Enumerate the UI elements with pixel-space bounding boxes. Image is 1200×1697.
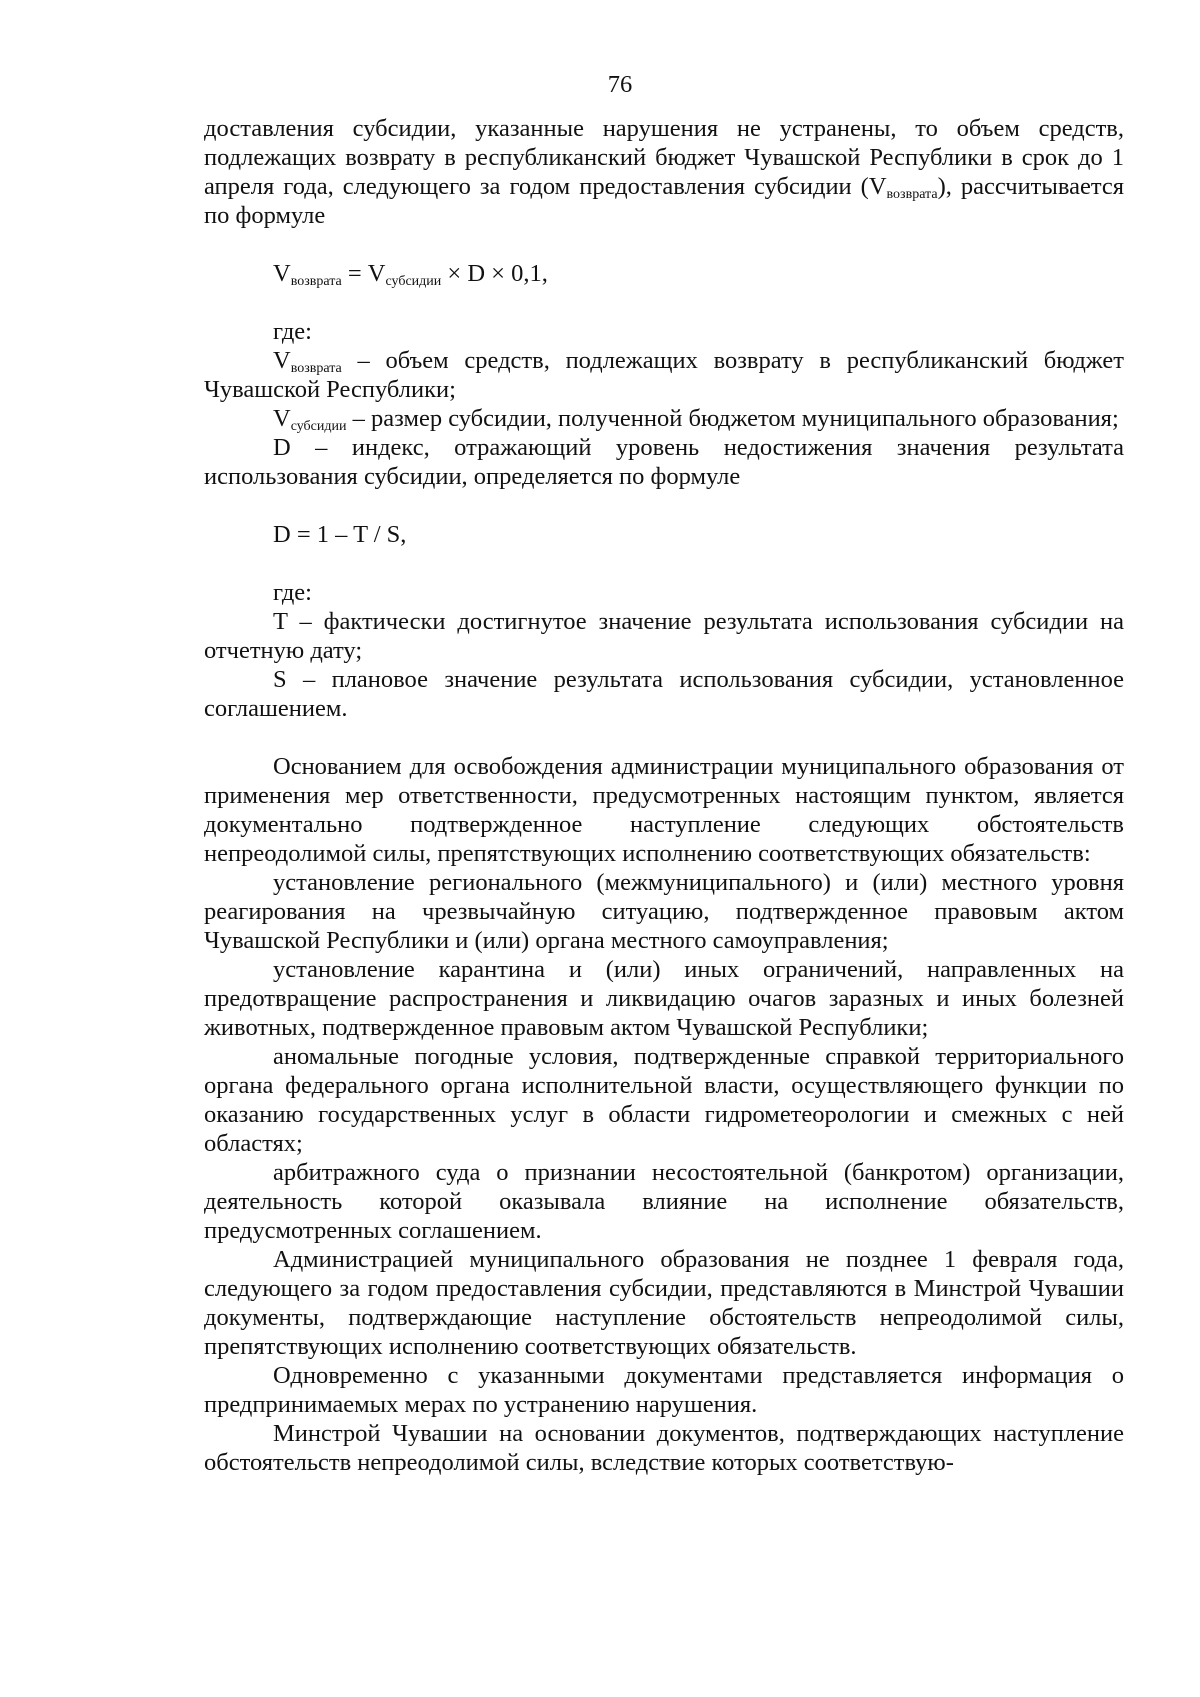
text-run: Основанием для освобождения администрации муниципального образования от применения мер ответственности, предусмотренных настоящим пунктом, является документально подтвержденное наступление следующих обстоятельств непреодолимой силы, препятствующих исполнению соответствующих обязательств:: [204, 753, 1124, 867]
paragraph: [204, 868, 1124, 955]
paragraph: [204, 1158, 1124, 1245]
paragraph: [204, 607, 1124, 665]
subscript-text: возврата: [290, 361, 342, 376]
document-body: [204, 114, 1124, 1477]
text-run: D = 1 – T / S,: [273, 521, 407, 548]
paragraph: [204, 1419, 1124, 1477]
subscript-text: возврата: [886, 187, 938, 202]
paragraph: [204, 1361, 1124, 1419]
text-run: Одновременно с указанными документами представляется информация о предпринимаемых мерах по устранению нарушения.: [204, 1362, 1124, 1418]
paragraph: [204, 1245, 1124, 1361]
text-run: × D × 0,1,: [441, 260, 548, 287]
paragraph: [204, 114, 1124, 230]
text-run: D – индекс, отражающий уровень недостижения значения результата использования субсидии, определяется по формуле: [204, 434, 1124, 490]
paragraph: [204, 346, 1124, 404]
text-run: – объем средств, подлежащих возврату в республиканский бюджет Чувашской Республики;: [204, 347, 1124, 403]
paragraph: [204, 665, 1124, 723]
text-run: ), рассчитывается по формуле: [204, 173, 1124, 229]
text-run: S – плановое значение результата использования субсидии, установленное соглашением.: [204, 666, 1124, 722]
text-run: арбитражного суда о признании несостоятельной (банкротом) организации, деятельность которой оказывала влияние на исполнение обязательств, предусмотренных соглашением.: [204, 1159, 1124, 1244]
text-run: аномальные погодные условия, подтвержденные справкой территориального органа федерального органа исполнительной власти, осуществляющего функции по оказанию государственных услуг в области гидрометеорологии и смежных с ней областях;: [204, 1043, 1124, 1157]
paragraph: [204, 578, 1124, 607]
text-run: установление регионального (межмуниципального) и (или) местного уровня реагирования на чрезвычайную ситуацию, подтвержденное правовым актом Чувашской Республики и (или) органа местного самоуправления;: [204, 869, 1124, 954]
text-run: Администрацией муниципального образования не позднее 1 февраля года, следующего за годом предоставления субсидии, представляются в Минстрой Чувашии документы, подтверждающие наступление обстоятельств непреодолимой силы, препятствующих исполнению соответствующих обязательств.: [204, 1246, 1124, 1360]
subscript-text: субсидии: [385, 274, 442, 289]
paragraph: [204, 404, 1124, 433]
text-run: V: [273, 347, 291, 374]
text-run: V: [273, 405, 291, 432]
text-run: где:: [273, 318, 312, 345]
paragraph: [204, 752, 1124, 868]
subscript-text: возврата: [290, 274, 342, 289]
paragraph: [204, 955, 1124, 1042]
text-run: = V: [341, 260, 386, 287]
page-number: 76: [607, 71, 633, 98]
text-run: Минстрой Чувашии на основании документов, подтверждающих наступление обстоятельств непреодолимой силы, вследствие которых соответствую-: [204, 1420, 1124, 1476]
text-run: где:: [273, 579, 312, 606]
text-run: T – фактически достигнутое значение результата использования субсидии на отчетную дату;: [204, 608, 1124, 664]
text-run: V: [273, 260, 291, 287]
text-run: доставления субсидии, указанные нарушения не устранены, то объем средств, подлежащих возврату в республиканский бюджет Чувашской Республики в срок до 1 апреля года, следующего за годом предоставления субсидии (V: [204, 115, 1124, 200]
text-run: установление карантина и (или) иных ограничений, направленных на предотвращение распространения и ликвидацию очагов заразных и иных болезней животных, подтвержденное правовым актом Чувашской Республики;: [204, 956, 1124, 1041]
paragraph: [204, 1042, 1124, 1158]
subscript-text: субсидии: [290, 419, 347, 434]
text-run: – размер субсидии, полученной бюджетом муниципального образования;: [346, 405, 1119, 432]
paragraph: [204, 317, 1124, 346]
paragraph: [204, 433, 1124, 491]
formula: [204, 520, 1124, 549]
formula: [204, 259, 1124, 288]
